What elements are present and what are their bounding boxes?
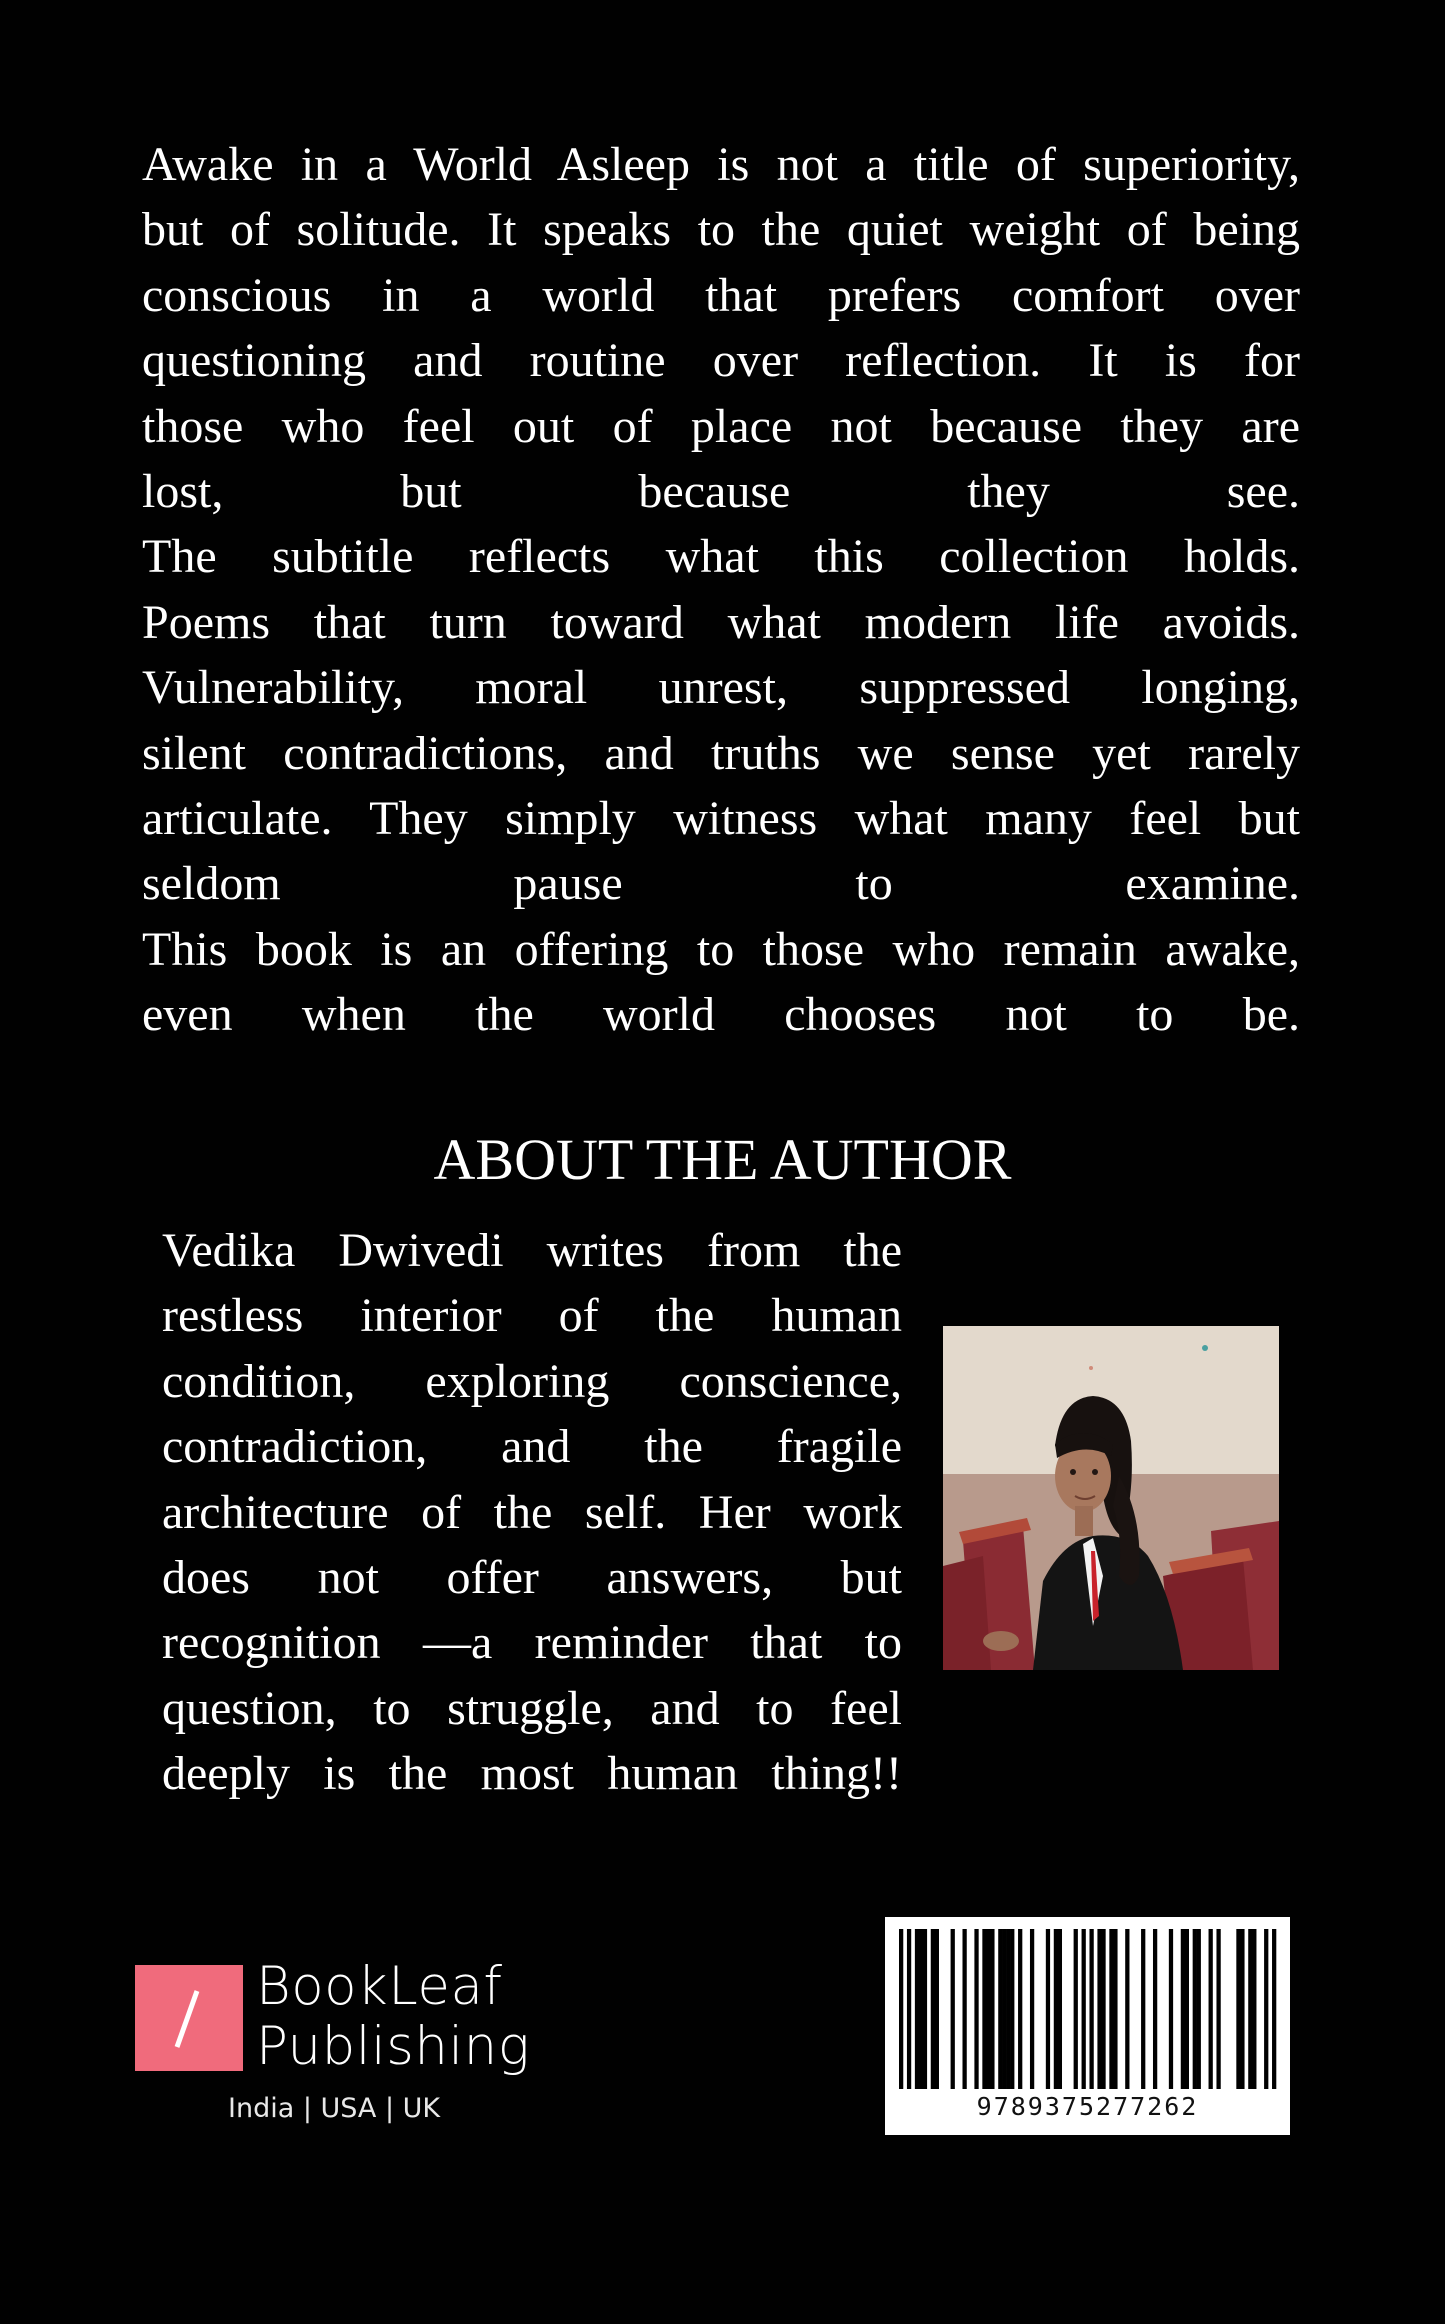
barcode-bar	[1209, 1929, 1213, 2089]
blurb-line: but of solitude. It speaks to the quiet weight of being	[142, 203, 1300, 257]
barcode-bar	[1272, 1929, 1276, 2089]
barcode-bar	[1236, 1929, 1240, 2089]
blurb-line: The subtitle reflects what this collection holds.	[142, 530, 1300, 584]
barcode-bar	[1030, 1929, 1034, 2089]
bio-line: condition, exploring conscience,	[162, 1354, 902, 1408]
author-photo-illustration	[943, 1326, 1279, 1670]
publisher-countries: India | USA | UK	[228, 2093, 441, 2124]
barcode-bar	[1058, 1929, 1062, 2089]
barcode-bar	[1074, 1929, 1078, 2089]
barcode-bar	[923, 1929, 927, 2089]
bio-line: contradiction, and the fragile	[162, 1420, 902, 1474]
barcode-bar	[1181, 1929, 1185, 2089]
blurb-line: Awake in a World Asleep is not a title of superiority,	[142, 138, 1300, 191]
barcode-bar	[962, 1929, 966, 2089]
barcode-bar	[982, 1929, 986, 2089]
barcode-bar	[915, 1929, 919, 2089]
barcode-bar	[919, 1929, 923, 2089]
barcode-bar	[998, 1929, 1002, 2089]
barcode-bar	[1153, 1929, 1157, 2089]
barcode-bar	[1097, 1929, 1101, 2089]
publisher-mark-icon	[135, 1965, 243, 2071]
barcode-bar	[1054, 1929, 1058, 2089]
blurb-line: lost, but because they see.	[142, 464, 1300, 518]
bio-line: does not offer answers, but	[162, 1550, 902, 1604]
bio-line: restless interior of the human	[162, 1289, 902, 1343]
publisher-logo	[135, 1956, 535, 2125]
blurb-line: articulate. They simply witness what many feel but	[142, 791, 1300, 845]
blurb-line: even when the world chooses not to be.	[142, 988, 1300, 1042]
publisher-name-line2: Publishing	[256, 2016, 531, 2077]
barcode-bar	[1089, 1929, 1093, 2089]
barcode-bar	[990, 1929, 994, 2089]
barcode-bar	[1197, 1929, 1201, 2089]
barcode-bar	[931, 1929, 935, 2089]
barcode-bar	[1141, 1929, 1145, 2089]
bio-line: Vedika Dwivedi writes from the	[162, 1224, 902, 1277]
barcode-bar	[1018, 1929, 1022, 2089]
barcode-bar	[986, 1929, 990, 2089]
barcode-bar	[1193, 1929, 1197, 2089]
barcode-bar	[1169, 1929, 1173, 2089]
barcode-bar	[1248, 1929, 1252, 2089]
barcode-bar	[1264, 1929, 1268, 2089]
barcode-bar	[1006, 1929, 1010, 2089]
back-cover-blurb	[142, 132, 1300, 1047]
bio-line: question, to struggle, and to feel	[162, 1681, 902, 1735]
barcode-bar	[1216, 1929, 1220, 2089]
publisher-name-line1: BookLeaf	[256, 1956, 503, 2017]
barcode-bar	[1101, 1929, 1105, 2089]
blurb-line: silent contradictions, and truths we sense yet rarely	[142, 726, 1300, 780]
author-bio	[162, 1218, 902, 1807]
bio-line: architecture of the self. Her work	[162, 1485, 902, 1539]
blurb-line: questioning and routine over reflection. It is for	[142, 334, 1300, 388]
blurb-line: seldom pause to examine.	[142, 857, 1300, 911]
barcode-bar	[1010, 1929, 1014, 2089]
barcode-bars	[885, 1917, 1290, 2092]
blurb-line: those who feel out of place not because they are	[142, 399, 1300, 453]
barcode-bar	[1113, 1929, 1117, 2089]
blurb-line: conscious in a world that prefers comfort over	[142, 268, 1300, 322]
barcode-bar	[1002, 1929, 1006, 2089]
barcode-bar	[1109, 1929, 1113, 2089]
publisher-name	[256, 1957, 530, 2077]
blurb-line: Poems that turn toward what modern life avoids.	[142, 595, 1300, 649]
bio-line: deeply is the most human thing!!	[162, 1747, 902, 1801]
barcode-bar	[974, 1929, 978, 2089]
about-author-heading: ABOUT THE AUTHOR	[433, 1127, 1012, 1192]
barcode-bar	[1185, 1929, 1189, 2089]
blurb-line: Vulnerability, moral unrest, suppressed longing,	[142, 661, 1300, 715]
isbn-number: 9789375277262	[976, 2092, 1199, 2121]
barcode-bar	[1240, 1929, 1244, 2089]
barcode-bar	[1252, 1929, 1256, 2089]
barcode-bar	[899, 1929, 903, 2089]
barcode-bar	[1125, 1929, 1129, 2089]
barcode-bar	[951, 1929, 955, 2089]
barcode-bar	[935, 1929, 939, 2089]
author-photo	[943, 1326, 1279, 1670]
isbn-barcode	[885, 1917, 1290, 2135]
barcode-bar	[1082, 1929, 1086, 2089]
barcode-bar	[1046, 1929, 1050, 2089]
blurb-line: This book is an offering to those who remain awake,	[142, 922, 1300, 976]
bio-line: recognition —a reminder that to	[162, 1616, 902, 1670]
barcode-bar	[907, 1929, 911, 2089]
